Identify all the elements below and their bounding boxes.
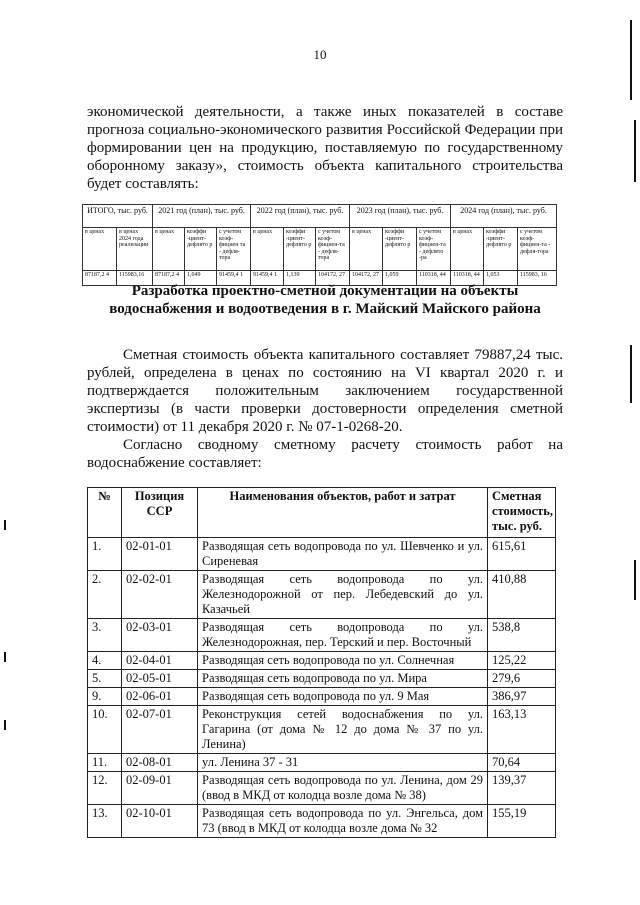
sub-header: с учетом коэф-фициен та - дефля-тора bbox=[217, 228, 251, 271]
row-position: 02-09-01 bbox=[122, 772, 198, 805]
year-header: 2022 год (план), тыс. руб. bbox=[251, 205, 350, 228]
row-cost: 163,13 bbox=[488, 706, 556, 754]
row-position: 02-08-01 bbox=[122, 754, 198, 772]
intro-paragraph: экономической деятельности, а также иных показателей в составе прогноза социально-экономического развития Российской Федерации при формировании цен на продукцию, поставляемую по государственному оборонному заказу», стоимость объекта капитального строительства будет составлять: bbox=[87, 104, 563, 192]
row-number: 9. bbox=[88, 688, 122, 706]
row-name: Разводящая сеть водопровода по ул. Солнечная bbox=[198, 652, 488, 670]
table-row bbox=[88, 754, 556, 772]
works-cost-table bbox=[87, 487, 556, 838]
cost-value: 1,053 bbox=[484, 271, 518, 286]
row-position: 02-01-01 bbox=[122, 538, 198, 571]
table-row bbox=[88, 772, 556, 805]
row-name: Разводящая сеть водопровода по ул. Железнодорожной от пер. Лебедевский до ул. Казачьей bbox=[198, 571, 488, 619]
cost-value: 110318, 44 bbox=[417, 271, 451, 286]
row-name: Разводящая сеть водопровода по ул. Железнодорожная, пер. Терский и пер. Восточный bbox=[198, 619, 488, 652]
table-row bbox=[88, 670, 556, 688]
cost-value: 115983,16 bbox=[117, 271, 153, 286]
table-row bbox=[88, 571, 556, 619]
section-heading: Разработка проектно-сметной документации на объекты водоснабжения и водоотведения в г. Майский Майского района bbox=[109, 283, 541, 317]
sub-header: в ценах bbox=[451, 228, 484, 271]
col-header-name: Наименования объектов, работ и затрат bbox=[198, 488, 488, 538]
edge-mark bbox=[4, 652, 6, 662]
row-cost: 279,6 bbox=[488, 670, 556, 688]
table-row bbox=[88, 688, 556, 706]
row-number: 1. bbox=[88, 538, 122, 571]
sub-header: с учетом коэф-фициен-та - дефлято -ра bbox=[417, 228, 451, 271]
table-row bbox=[88, 805, 556, 838]
row-position: 02-02-01 bbox=[122, 571, 198, 619]
sub-header: в ценах bbox=[153, 228, 185, 271]
table-row bbox=[88, 652, 556, 670]
row-name: ул. Ленина 37 - 31 bbox=[198, 754, 488, 772]
row-position: 02-07-01 bbox=[122, 706, 198, 754]
sub-header: с учетом коэф-фициен-та - дефля-тора bbox=[316, 228, 350, 271]
year-header: 2024 год (план), тыс. руб. bbox=[451, 205, 557, 228]
sub-header: коэффи -циент-дефлято р bbox=[484, 228, 518, 271]
page-number: 10 bbox=[313, 47, 327, 62]
col-header-cost: Сметная стоимость, тыс. руб. bbox=[488, 488, 556, 538]
sub-header: коэффи -циент-дефлято р bbox=[383, 228, 417, 271]
cost-value: 104172, 27 bbox=[350, 271, 383, 286]
row-number: 2. bbox=[88, 571, 122, 619]
row-cost: 139,37 bbox=[488, 772, 556, 805]
row-position: 02-06-01 bbox=[122, 688, 198, 706]
edge-mark bbox=[630, 345, 632, 403]
row-number: 12. bbox=[88, 772, 122, 805]
row-position: 02-04-01 bbox=[122, 652, 198, 670]
cost-value: 87187,2 4 bbox=[153, 271, 185, 286]
year-header: 2023 год (план), тыс. руб. bbox=[350, 205, 451, 228]
cost-value: 110318, 44 bbox=[451, 271, 484, 286]
edge-mark bbox=[4, 720, 6, 730]
row-number: 3. bbox=[88, 619, 122, 652]
edge-mark bbox=[630, 60, 632, 100]
row-cost: 155,19 bbox=[488, 805, 556, 838]
sub-header: в ценах bbox=[83, 228, 117, 271]
cost-value: 104172, 27 bbox=[316, 271, 350, 286]
row-name: Разводящая сеть водопровода по ул. Энгельса, дом 73 (ввод в МКД от колодца возле дома № 32 bbox=[198, 805, 488, 838]
estimate-paragraph: Сметная стоимость объекта капитального составляет 79887,24 тыс. рублей, определена в ценах по состоянию на VI квартал 2020 г. и подтверждается положительным заключением государственной экспертизы (в части проверки достоверности определения сметной стоимости) от 11 декабря 2020 г. № 07-1-0268-20. bbox=[87, 347, 563, 435]
sub-header: в ценах bbox=[350, 228, 383, 271]
row-cost: 70,64 bbox=[488, 754, 556, 772]
row-position: 02-03-01 bbox=[122, 619, 198, 652]
row-number: 10. bbox=[88, 706, 122, 754]
cost-value: 1,059 bbox=[383, 271, 417, 286]
row-number: 13. bbox=[88, 805, 122, 838]
total-header: ИТОГО, тыс. руб. bbox=[83, 205, 153, 228]
cost-value: 91459,4 1 bbox=[217, 271, 251, 286]
edge-mark bbox=[634, 560, 636, 600]
sub-header: в ценах 2024 года реализации bbox=[117, 228, 153, 271]
cost-value: 87187,2 4 bbox=[83, 271, 117, 286]
table-row bbox=[88, 538, 556, 571]
row-name: Разводящая сеть водопровода по ул. Ленина, дом 29 (ввод в МКД от колодца возле дома № 38) bbox=[198, 772, 488, 805]
sub-header: в ценах bbox=[251, 228, 284, 271]
col-header-position: Позиция ССР bbox=[122, 488, 198, 538]
year-header: 2021 год (план), тыс. руб. bbox=[153, 205, 251, 228]
edge-mark bbox=[634, 120, 636, 182]
row-name: Разводящая сеть водопровода по ул. Шевченко и ул. Сиреневая bbox=[198, 538, 488, 571]
row-position: 02-10-01 bbox=[122, 805, 198, 838]
row-number: 5. bbox=[88, 670, 122, 688]
row-cost: 410,88 bbox=[488, 571, 556, 619]
cost-by-year-table bbox=[82, 204, 557, 286]
row-position: 02-05-01 bbox=[122, 670, 198, 688]
row-cost: 386,97 bbox=[488, 688, 556, 706]
row-number: 11. bbox=[88, 754, 122, 772]
table-row bbox=[88, 619, 556, 652]
cost-value: 1,049 bbox=[185, 271, 217, 286]
summary-paragraph: Согласно сводному сметному расчету стоимость работ на водоснабжение составляет: bbox=[87, 437, 563, 471]
cost-value: 91459,4 1 bbox=[251, 271, 284, 286]
sub-header: коэффи -циент-дефлято р bbox=[185, 228, 217, 271]
row-cost: 538,8 bbox=[488, 619, 556, 652]
row-cost: 125,22 bbox=[488, 652, 556, 670]
sub-header: с учетом коэф-фициен-та - дефля-тора bbox=[518, 228, 557, 271]
row-name: Разводящая сеть водопровода по ул. Мира bbox=[198, 670, 488, 688]
col-header-number: № bbox=[88, 488, 122, 538]
edge-mark bbox=[4, 520, 6, 530]
cost-value: 1,139 bbox=[284, 271, 316, 286]
cost-value: 115983, 16 bbox=[518, 271, 557, 286]
row-cost: 615,61 bbox=[488, 538, 556, 571]
table-row bbox=[88, 706, 556, 754]
edge-mark bbox=[630, 20, 632, 64]
row-number: 4. bbox=[88, 652, 122, 670]
row-name: Реконструкция сетей водоснабжения по ул. Гагарина (от дома № 12 до дома № 37 по ул. Ленина) bbox=[198, 706, 488, 754]
row-name: Разводящая сеть водопровода по ул. 9 Мая bbox=[198, 688, 488, 706]
sub-header: коэффи -циент-дефлято р bbox=[284, 228, 316, 271]
